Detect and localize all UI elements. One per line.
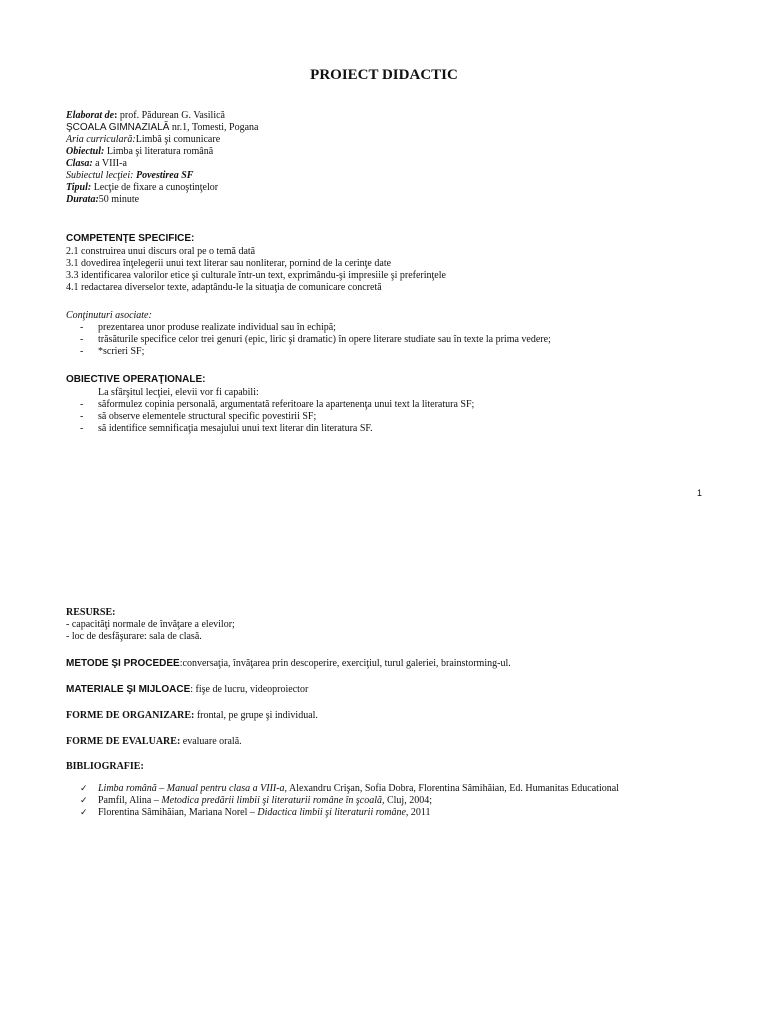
elaborat-sep: : xyxy=(114,110,120,121)
tipul-value: Lecţie de fixare a cunoştinţelor xyxy=(91,182,219,193)
clasa-label: Clasa: xyxy=(66,158,93,169)
competente-section xyxy=(66,233,706,294)
metode-value: :conversaţia, învăţarea prin descoperire, exerciţiul, turul galeriei, brainstorming-ul. xyxy=(179,658,511,669)
list-item: - *scrieri SF; xyxy=(66,346,706,358)
resurse-heading: RESURSE: xyxy=(66,607,116,618)
resurse-item: - loc de desfăşurare: sala de clasă. xyxy=(66,631,202,642)
list-item: - să identifice semnificaţia mesajului unui text literar din literatura SF. xyxy=(66,423,706,435)
subiect-line xyxy=(66,170,706,182)
durata-label: Durata: xyxy=(66,194,99,205)
resurse-item: - capacităţi normale de învăţare a elevilor; xyxy=(66,619,235,630)
competenta-item: 3.3 identificarea valorilor etice şi culturale într-un text, exprimându-şi impresiile şi preferinţele xyxy=(66,270,446,281)
subiect-value: Povestirea SF xyxy=(135,170,194,181)
competenta-item: 2.1 construirea unui discurs oral pe o temă dată xyxy=(66,246,256,257)
aria-label: Aria curriculară: xyxy=(66,134,136,145)
bib-rest: Alexandru Crişan, Sofia Dobra, Florentina Sâmihăian, Ed. Humanitas Educational xyxy=(287,783,619,794)
forme-evaluare-value: evaluare orală. xyxy=(180,736,242,747)
forme-organizare-value: frontal, pe grupe şi individual. xyxy=(194,710,318,721)
page-number: 1 xyxy=(697,488,703,498)
elaborat-value: prof. Pădurean G. Vasilică xyxy=(119,110,225,121)
durata-value: 50 minute xyxy=(98,194,140,205)
continuturi-list xyxy=(66,322,706,358)
bib-title: Metodica predării limbii şi literaturii române în şcoală, xyxy=(161,795,385,806)
check-icon: ✓ xyxy=(80,808,88,818)
bib-prefix: Florentina Sâmihăian, Mariana Norel – xyxy=(98,807,258,818)
competente-heading: COMPETENŢE SPECIFICE: xyxy=(66,233,195,244)
bib-title: Didactica limbii şi literaturii române xyxy=(257,807,406,818)
check-icon: ✓ xyxy=(80,784,88,794)
subiect-label: Subiectul lecţiei: xyxy=(66,170,136,181)
competenta-item: 3.1 dovedirea înţelegerii unui text literar sau nonliterar, pornind de la cerinţe date xyxy=(66,258,392,269)
bibliografie-list xyxy=(66,783,706,819)
list-item: - săformulez copinia personală, argumentată referitoare la apartenenţa unui text la literatura SF; xyxy=(66,399,706,411)
clasa-line xyxy=(66,158,706,170)
obiective-list xyxy=(66,399,706,435)
forme-organizare-label: FORME DE ORGANIZARE: xyxy=(66,710,195,721)
bibliografie-heading: BIBLIOGRAFIE: xyxy=(66,761,144,772)
obiective-section xyxy=(66,374,706,435)
forme-evaluare-line xyxy=(66,736,706,748)
metode-label: METODE ŞI PROCEDEE xyxy=(66,658,180,669)
bib-prefix: Pamfil, Alina – xyxy=(98,795,162,806)
obiective-intro: La sfârşitul lecţiei, elevii vor fi capabili: xyxy=(98,387,259,398)
list-item: - prezentarea unor produse realizate individual sau în echipă; xyxy=(66,322,706,334)
page-title: PROIECT DIDACTIC xyxy=(310,67,458,83)
forme-evaluare-label: FORME DE EVALUARE: xyxy=(66,736,181,747)
obiect-line xyxy=(66,146,706,158)
tipul-label: Tipul: xyxy=(66,182,92,193)
aria-value: Limbă şi comunicare xyxy=(135,134,221,145)
durata-line xyxy=(66,194,706,206)
list-item xyxy=(66,795,706,807)
list-item: - trăsăturile specifice celor trei genuri (epic, liric şi dramatic) în opere literare studiate sau în texte la prima vedere; xyxy=(66,334,706,346)
materiale-value: : fişe de lucru, videoproiector xyxy=(190,684,309,695)
materiale-label: MATERIALE ŞI MIJLOACE xyxy=(66,684,191,695)
bib-rest: , 2011 xyxy=(405,807,431,818)
bib-title: Limba română – Manual pentru clasa a VIII-a, xyxy=(98,783,288,794)
metode-line xyxy=(66,658,706,670)
tipul-line xyxy=(66,182,706,194)
clasa-value: a VIII-a xyxy=(92,158,127,169)
resurse-section xyxy=(66,607,706,643)
obiect-value: Limba şi literatura română xyxy=(104,146,214,157)
competenta-item: 4.1 redactarea diverselor texte, adaptându-le la situaţia de comunicare concretă xyxy=(66,282,382,293)
aria-line xyxy=(66,134,706,146)
continuturi-heading: Conţinuturi asociate: xyxy=(66,310,152,321)
list-item xyxy=(66,783,706,795)
forme-organizare-line xyxy=(66,710,706,722)
obiect-label: Obiectul: xyxy=(66,146,105,157)
scoala-value: nr.1, Tomesti, Pogana xyxy=(169,122,259,133)
check-icon: ✓ xyxy=(80,796,88,806)
list-item xyxy=(66,807,706,819)
obiective-heading: OBIECTIVE OPERAŢIONALE: xyxy=(66,374,206,385)
scoala-line xyxy=(66,122,706,134)
elaborat-line xyxy=(66,110,706,122)
continuturi-section xyxy=(66,310,706,358)
materiale-line xyxy=(66,684,706,696)
bibliografie-section xyxy=(66,761,706,819)
scoala-label: ŞCOALA GIMNAZIALĂ xyxy=(66,122,170,133)
elaborat-label: Elaborat de xyxy=(66,110,115,121)
header-info xyxy=(66,110,706,206)
bib-rest: Cluj, 2004; xyxy=(384,795,432,806)
list-item: - să observe elementele structural specific povestirii SF; xyxy=(66,411,706,423)
